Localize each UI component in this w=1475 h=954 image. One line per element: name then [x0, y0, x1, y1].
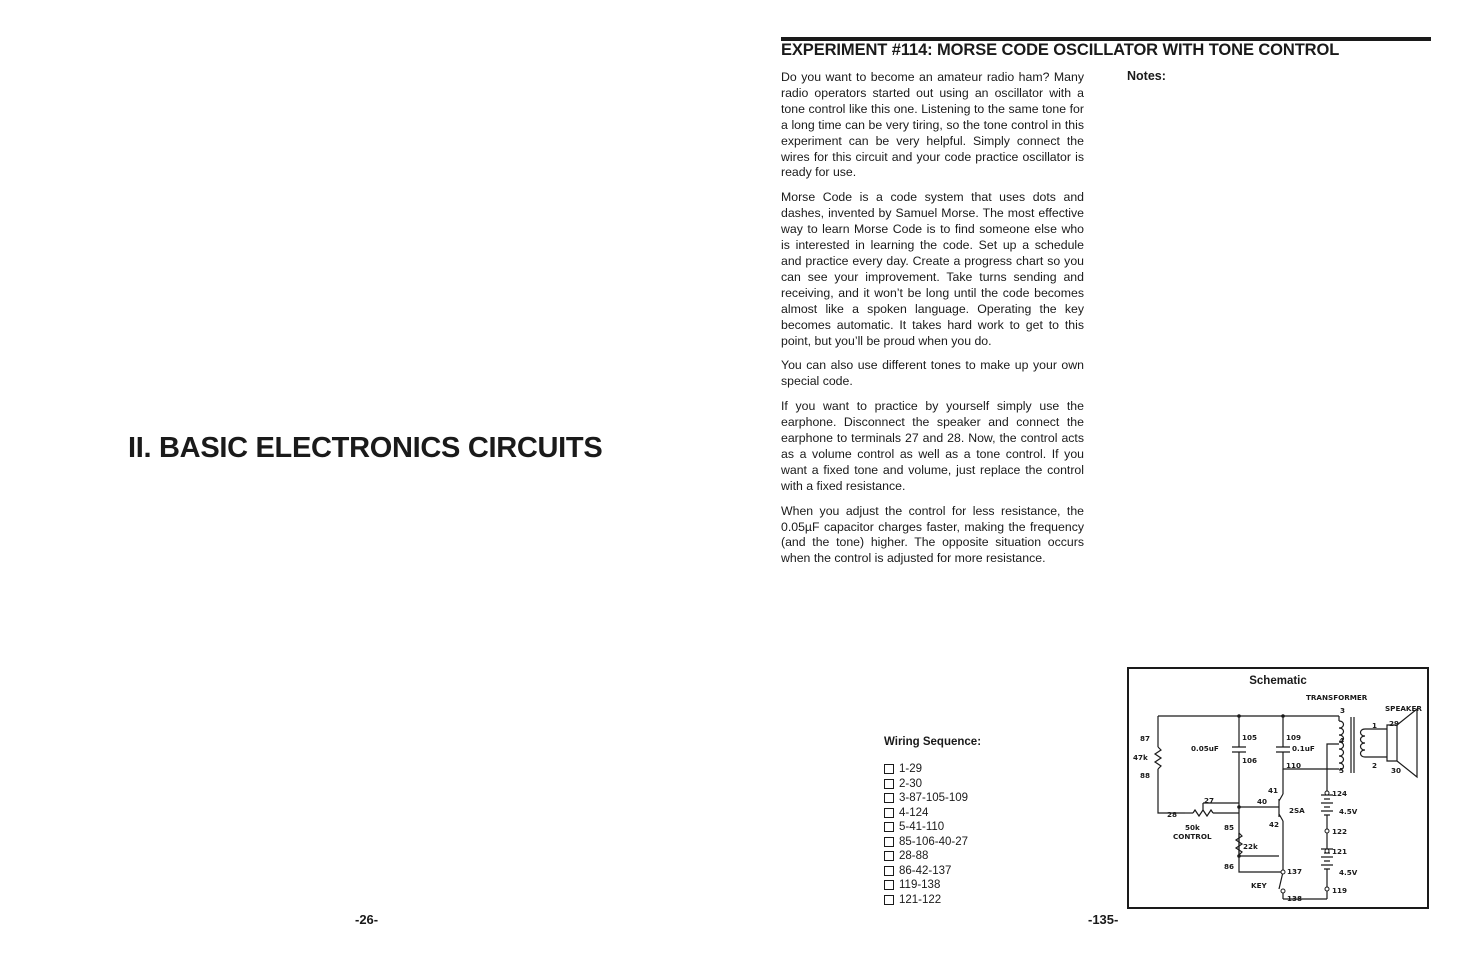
wiring-title: Wiring Sequence:: [884, 736, 982, 748]
label-transformer: TRANSFORMER: [1306, 693, 1368, 702]
checkbox[interactable]: [884, 837, 894, 847]
junction-dot: [1237, 805, 1241, 809]
label-t88: 88: [1140, 771, 1151, 780]
terminal: [1325, 887, 1329, 891]
checkbox[interactable]: [884, 779, 894, 789]
transistor-2sa: [1279, 794, 1283, 821]
paragraph: When you adjust the control for less resistance, the 0.05µF capacitor charges faster, making the frequency (and the tone) higher. The opposite situation occurs when the control is adjusted for more resistance.: [781, 503, 1084, 566]
checkbox[interactable]: [884, 793, 894, 803]
wire: [1239, 856, 1283, 872]
label-t119: 119: [1332, 886, 1348, 895]
wire: [1327, 744, 1339, 789]
label-t27: 27: [1204, 796, 1215, 805]
wiring-item-label: 3-87-105-109: [899, 792, 969, 804]
checkbox[interactable]: [884, 866, 894, 876]
schematic-box: [1127, 667, 1429, 909]
label-2sa: 2SA: [1289, 806, 1305, 815]
label-t110: 110: [1286, 761, 1302, 770]
page-number-left: -26-: [355, 912, 379, 927]
wiring-item: [884, 849, 981, 864]
schematic-title: Schematic: [1249, 675, 1307, 687]
label-45v-1: 4.5V: [1339, 807, 1358, 816]
checkbox[interactable]: [884, 851, 894, 861]
wiring-item-label: 2-30: [899, 777, 923, 790]
wiring-item: [884, 791, 981, 806]
pot-50k: [1193, 810, 1213, 816]
terminal: [1325, 849, 1329, 853]
wire: [1158, 769, 1185, 813]
key-switch: [1279, 872, 1283, 899]
wiring-item-label: 85-106-40-27: [899, 835, 969, 848]
label-t42: 42: [1269, 820, 1280, 829]
terminal: [1325, 829, 1329, 833]
label-t137: 137: [1287, 867, 1303, 876]
wiring-sequence: [884, 736, 981, 907]
label-t41: 41: [1268, 786, 1279, 795]
wiring-item: [884, 835, 981, 850]
label-t85: 85: [1224, 823, 1235, 832]
wiring-item-label: 28-88: [899, 850, 929, 862]
label-47k: 47k: [1133, 753, 1148, 762]
wiring-item-label: 86-42-137: [899, 864, 952, 877]
label-t5: 5: [1339, 766, 1345, 775]
terminal: [1281, 870, 1285, 874]
wire: [1365, 729, 1387, 757]
terminal: [1281, 889, 1285, 893]
body-text: [781, 70, 1084, 576]
wiring-item-label: 119-138: [899, 879, 941, 891]
label-control: CONTROL: [1173, 832, 1212, 841]
label-50k: 50k: [1185, 823, 1200, 832]
wiring-item: [884, 893, 981, 908]
transformer-secondary: [1361, 729, 1366, 757]
label-t28: 28: [1167, 810, 1178, 819]
label-t138: 138: [1287, 894, 1303, 903]
junction-dot: [1237, 714, 1241, 718]
junction-dot: [1237, 854, 1241, 858]
schematic-diagram: [1129, 669, 1427, 907]
transformer-core: [1351, 717, 1354, 773]
label-t4: 4: [1339, 736, 1345, 745]
checkbox[interactable]: [884, 895, 894, 905]
transformer-primary: [1339, 721, 1344, 770]
resistor-47k: [1155, 747, 1161, 769]
label-t86: 86: [1224, 862, 1235, 871]
battery-1: [1321, 795, 1333, 815]
wiring-item: [884, 878, 981, 893]
label-t87: 87: [1140, 734, 1151, 743]
label-t40: 40: [1257, 797, 1268, 806]
section-title: II. BASIC ELECTRONICS CIRCUITS: [128, 432, 603, 464]
wiring-item: [884, 777, 981, 792]
page-number-right: -135-: [1088, 912, 1119, 927]
label-t2: 2: [1372, 761, 1378, 770]
label-t124: 124: [1332, 789, 1348, 798]
label-t122: 122: [1332, 827, 1348, 836]
wiring-item: [884, 820, 981, 835]
wiring-item: [884, 864, 981, 879]
wiring-item-label: 121-122: [899, 893, 942, 906]
paragraph: You can also use different tones to make up your own special code.: [781, 358, 1084, 389]
wiring-item: [884, 762, 981, 777]
label-t106: 106: [1242, 756, 1258, 765]
wiring-item-label: 4-124: [899, 806, 929, 819]
experiment-title: EXPERIMENT #114: MORSE CODE OSCILLATOR WITH TONE CONTROL: [781, 41, 1340, 59]
wiring-list: [884, 762, 981, 907]
label-t1: 1: [1372, 721, 1378, 730]
paragraph: Do you want to become an amateur radio ham? Many radio operators started out using an oscillator with a tone control like this one. Listening to the same tone for a long time can be very tiring, so the tone control in this experiment can be very helpful. Simply connect the wires for this circuit and your code practice oscillator is ready for use.: [781, 70, 1084, 180]
wiring-item-label: 1-29: [899, 763, 923, 775]
label-t29: 29: [1389, 719, 1400, 728]
checkbox[interactable]: [884, 808, 894, 818]
paragraph: If you want to practice by yourself simply use the earphone. Disconnect the speaker and connect the earphone to terminals 27 and 28. Now, the control acts as a volume control as well as a tone control. If you want a fixed tone and volume, just replace the control with a fixed resistance.: [781, 399, 1084, 493]
checkbox[interactable]: [884, 880, 894, 890]
label-t3: 3: [1340, 706, 1346, 715]
notes-label: Notes:: [1127, 69, 1166, 83]
label-t121: 121: [1332, 847, 1348, 856]
label-005uf: 0.05uF: [1191, 744, 1219, 753]
wiring-item-label: 5-41-110: [899, 821, 945, 833]
junction-dot: [1281, 714, 1285, 718]
checkbox[interactable]: [884, 764, 894, 774]
label-key: KEY: [1251, 881, 1267, 890]
label-22k: 22k: [1243, 842, 1258, 851]
checkbox[interactable]: [884, 822, 894, 832]
capacitor-01: [1276, 747, 1290, 752]
label-t109: 109: [1286, 733, 1302, 742]
label-speaker: SPEAKER: [1385, 704, 1422, 713]
label-t105: 105: [1242, 733, 1258, 742]
label-t30: 30: [1391, 766, 1402, 775]
capacitor-005: [1232, 747, 1246, 752]
paragraph: Morse Code is a code system that uses dots and dashes, invented by Samuel Morse. The most effective way to learn Morse Code is to find someone else who is interested in learning the code. Set up a schedule and practice every day. Create a progress chart so you can see your improvement. Take turns sending and receiving, and it won’t be long until the code becomes almost like a spoken language. Operating the key becomes automatic. It takes hard work to get to this point, but you’ll be proud when you do.: [781, 190, 1084, 348]
label-45v-2: 4.5V: [1339, 868, 1358, 877]
terminal: [1325, 791, 1329, 795]
wiring-item: [884, 806, 981, 821]
label-01uf: 0.1uF: [1292, 744, 1315, 753]
